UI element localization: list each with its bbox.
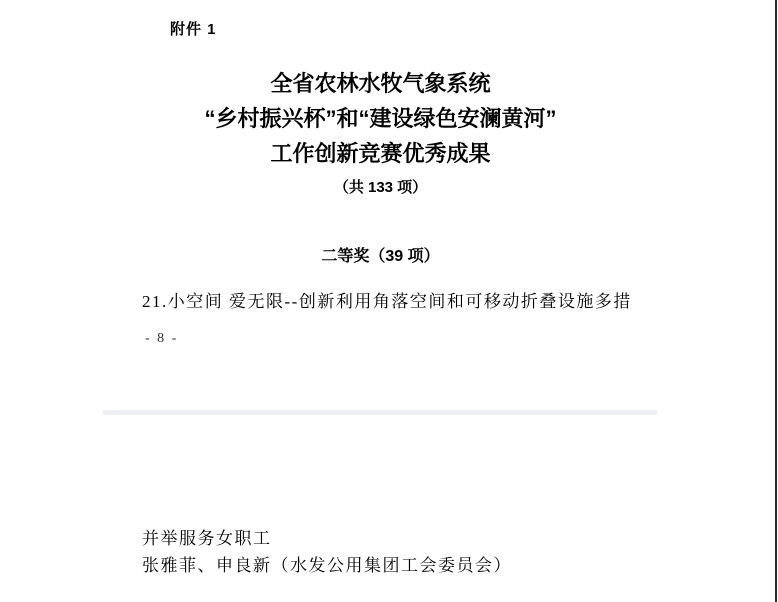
- attachment-label: 附件 1: [170, 21, 217, 38]
- document-title-line-3: 工作创新竞赛优秀成果: [270, 141, 491, 166]
- list-item-21: 21.小空间 爱无限--创新利用角落空间和可移动折叠设施多措: [142, 292, 632, 311]
- total-count-subtitle: （共 133 项）: [333, 179, 428, 196]
- list-item-21-continuation: 并举服务女职工: [142, 529, 272, 548]
- page-number: - 8 -: [145, 331, 179, 346]
- section-heading-second-prize: 二等奖（39 项）: [321, 248, 440, 265]
- authors-line: 张雅菲、申良新（水发公用集团工会委员会）: [142, 556, 512, 575]
- document-title-line-1: 全省农林水牧气象系统: [270, 71, 491, 96]
- document-title-line-2: “乡村振兴杯”和“建设绿色安澜黄河”: [204, 106, 557, 131]
- window-right-edge: [775, 0, 777, 602]
